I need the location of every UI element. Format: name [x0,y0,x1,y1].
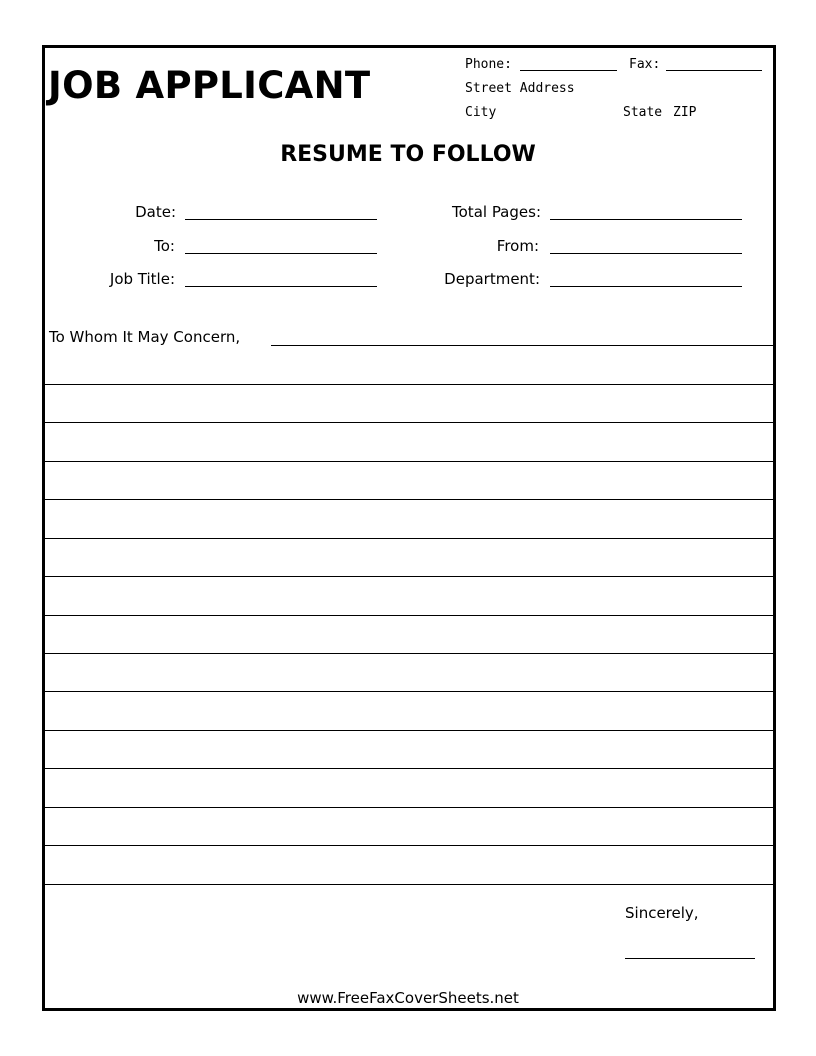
subtitle: RESUME TO FOLLOW [280,142,536,167]
total-pages-label: Total Pages: [452,203,541,221]
to-label: To: [154,237,175,255]
message-line[interactable] [45,768,773,769]
date-label: Date: [135,203,176,221]
fax-field[interactable] [666,70,762,71]
street-address-label: Street Address [465,81,575,96]
message-line[interactable] [45,884,773,885]
from-field[interactable] [550,253,742,254]
message-line[interactable] [45,538,773,539]
closing: Sincerely, [625,904,699,922]
fax-cover-sheet [42,45,776,1011]
page-title: JOB APPLICANT [48,64,371,107]
message-line[interactable] [45,845,773,846]
message-line[interactable] [45,653,773,654]
message-line[interactable] [45,691,773,692]
fax-label: Fax: [629,57,661,72]
city-label: City [465,105,497,120]
message-line[interactable] [45,807,773,808]
message-line[interactable] [45,615,773,616]
state-label: State [623,105,663,120]
total-pages-field[interactable] [550,219,742,220]
department-label: Department: [444,270,540,288]
job-title-field[interactable] [185,286,377,287]
message-line[interactable] [45,461,773,462]
footer-website: www.FreeFaxCoverSheets.net [297,989,519,1007]
greeting: To Whom It May Concern, [49,328,241,346]
message-line[interactable] [45,422,773,423]
message-line[interactable] [45,730,773,731]
to-field[interactable] [185,253,377,254]
message-line[interactable] [271,345,773,346]
signature-line[interactable] [625,958,755,959]
phone-label: Phone: [465,57,512,72]
message-line[interactable] [45,384,773,385]
department-field[interactable] [550,286,742,287]
message-line[interactable] [45,499,773,500]
job-title-label: Job Title: [109,270,175,288]
message-line[interactable] [45,576,773,577]
phone-field[interactable] [520,70,617,71]
zip-label: ZIP [673,105,697,120]
date-field[interactable] [185,219,377,220]
from-label: From: [496,237,539,255]
